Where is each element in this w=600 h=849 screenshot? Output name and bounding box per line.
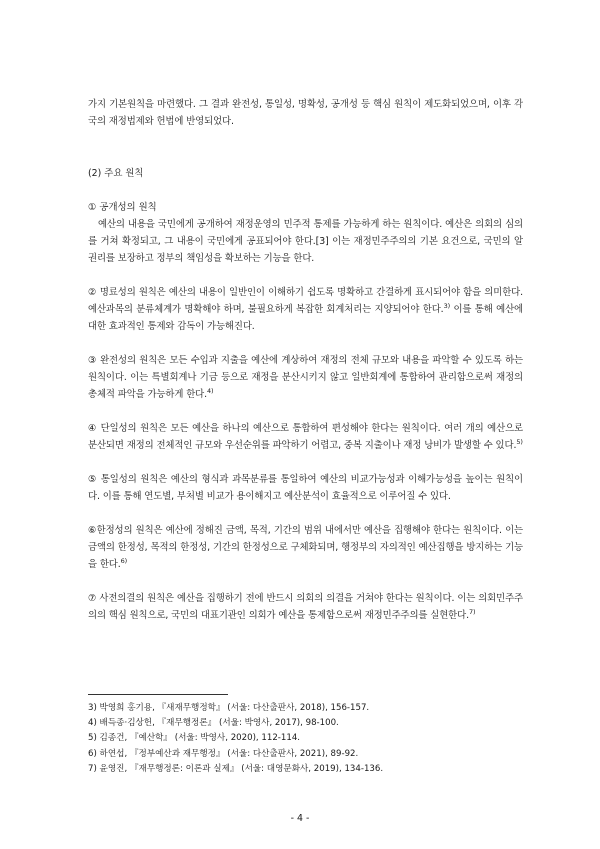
spacer (88, 130, 523, 149)
footnote-ref-5: 5) (516, 438, 523, 446)
spacer (88, 505, 523, 522)
spacer (88, 335, 523, 352)
spacer (88, 454, 523, 471)
principle-2-paragraph (88, 284, 523, 335)
principle-2-text-after: 이를 통해 예산에 대한 효과적인 통제와 감독이 가능해진다. (88, 304, 524, 332)
principle-3-paragraph (88, 352, 523, 403)
spacer (88, 182, 523, 199)
principle-7-paragraph (88, 590, 523, 624)
footnote-5: 5) 김종건, 『예산학』 (서울: 박영사, 2020), 112-114. (88, 733, 301, 744)
principle-6-paragraph (88, 522, 523, 573)
spacer (88, 267, 523, 284)
spacer (88, 149, 523, 165)
spacer (88, 573, 523, 590)
principle-6-text: ⑥한정성의 원칙은 예산에 정해진 금액, 목적, 기간의 범위 내에서만 예산을 집행해야 한다는 원칙이다. 이는 금액의 한정성, 목적의 한정성, 기간의 한정성으로 구체화되며, 행정부의 자의적인 예산집행을 방지하는 기능을 한다. (88, 525, 523, 570)
principle-4-paragraph (88, 420, 523, 454)
footnote-4: 4) 배득종·김상헌, 『재무행정론』 (서울: 박영사, 2017), 98-100. (88, 718, 339, 729)
principle-4-text: ④ 단일성의 원칙은 모든 예산을 하나의 예산으로 통합하여 편성해야 한다는 원칙이다. 여러 개의 예산으로 분산되면 재정의 전체적인 규모와 우선순위를 파악하기 어렵고, 중복 지출이나 재정 낭비가 발생할 수 있다. (88, 423, 523, 451)
footnote-6: 6) 하연섭, 『정부예산과 재무행정』 (서울: 다산출판사, 2021), 89-92. (88, 748, 359, 759)
footnote-divider (88, 694, 228, 695)
footnote-ref-6: 6) (120, 557, 128, 565)
footnote-ref-4: 4) (207, 387, 214, 395)
footnote-ref-3: 3) (443, 302, 451, 310)
footnote-ref-7: 7) (468, 608, 476, 616)
principle-1-text: 예산의 내용을 국민에게 공개하여 재정운영의 민주적 통제를 가능하게 하는 원칙이다. 예산은 의회의 심의를 거쳐 확정되고, 그 내용이 국민에게 공표되어야 한다.[3] 이는 재정민주주의의 기본 요건으로, 국민의 알 권리를 보장하고 정부의 책임성을 확보하는 기능을 한다. (88, 219, 523, 264)
section-heading: (2) 주요 원칙 (88, 168, 144, 179)
spacer (88, 403, 523, 420)
principle-3-text: ③ 완전성의 원칙은 모든 수입과 지출을 예산에 계상하여 재정의 전체 규모와 내용을 파악할 수 있도록 하는 원칙이다. 이는 특별회계나 기금 등으로 재정을 분산시키지 않고 일반회계에 통합하여 관리함으로써 재정의 총체적 파악을 가능하게 한다. (88, 355, 523, 400)
document-body (88, 96, 523, 624)
page-number: - 4 - (290, 813, 310, 824)
principle-2-text: ② 명료성의 원칙은 예산의 내용이 일반인이 이해하기 쉽도록 명확하고 간결하게 표시되어야 함을 의미한다. 예산과목의 분류체계가 명확해야 하며, 불필요하게 복잡한 회계처리는 지양되어야 한다. (88, 287, 523, 315)
principle-7-text: ⑦ 사전의결의 원칙은 예산을 집행하기 전에 반드시 의회의 의결을 거쳐야 한다는 원칙이다. 이는 의회민주주의의 핵심 원칙으로, 국민의 대표기관인 의회가 예산을 통제함으로써 재정민주주의를 실현한다. (88, 593, 523, 621)
principle-5-paragraph: ⑤ 통일성의 원칙은 예산의 형식과 과목분류를 통일하여 예산의 비교가능성과 이해가능성을 높이는 원칙이다. 이를 통해 연도별, 부처별 비교가 용이해지고 예산분석이 효율적으로 이루어질 수 있다. (88, 474, 523, 502)
intro-paragraph: 가지 기본원칙을 마련했다. 그 결과 완전성, 통일성, 명확성, 공개성 등 핵심 원칙이 제도화되었으며, 이후 각국의 재정법제와 헌법에 반영되었다. (88, 99, 523, 127)
footnote-3: 3) 박영희 홍기용, 『새재무행정학』 (서울: 다산출판사, 2018), 156-157. (88, 703, 370, 713)
footnote-7: 7) 윤영진, 『재무행정론: 이론과 실제』 (서울: 대영문화사, 2019), 134-136. (88, 763, 384, 774)
footnotes (88, 701, 528, 777)
principle-1-title: ① 공개성의 원칙 (88, 202, 157, 213)
